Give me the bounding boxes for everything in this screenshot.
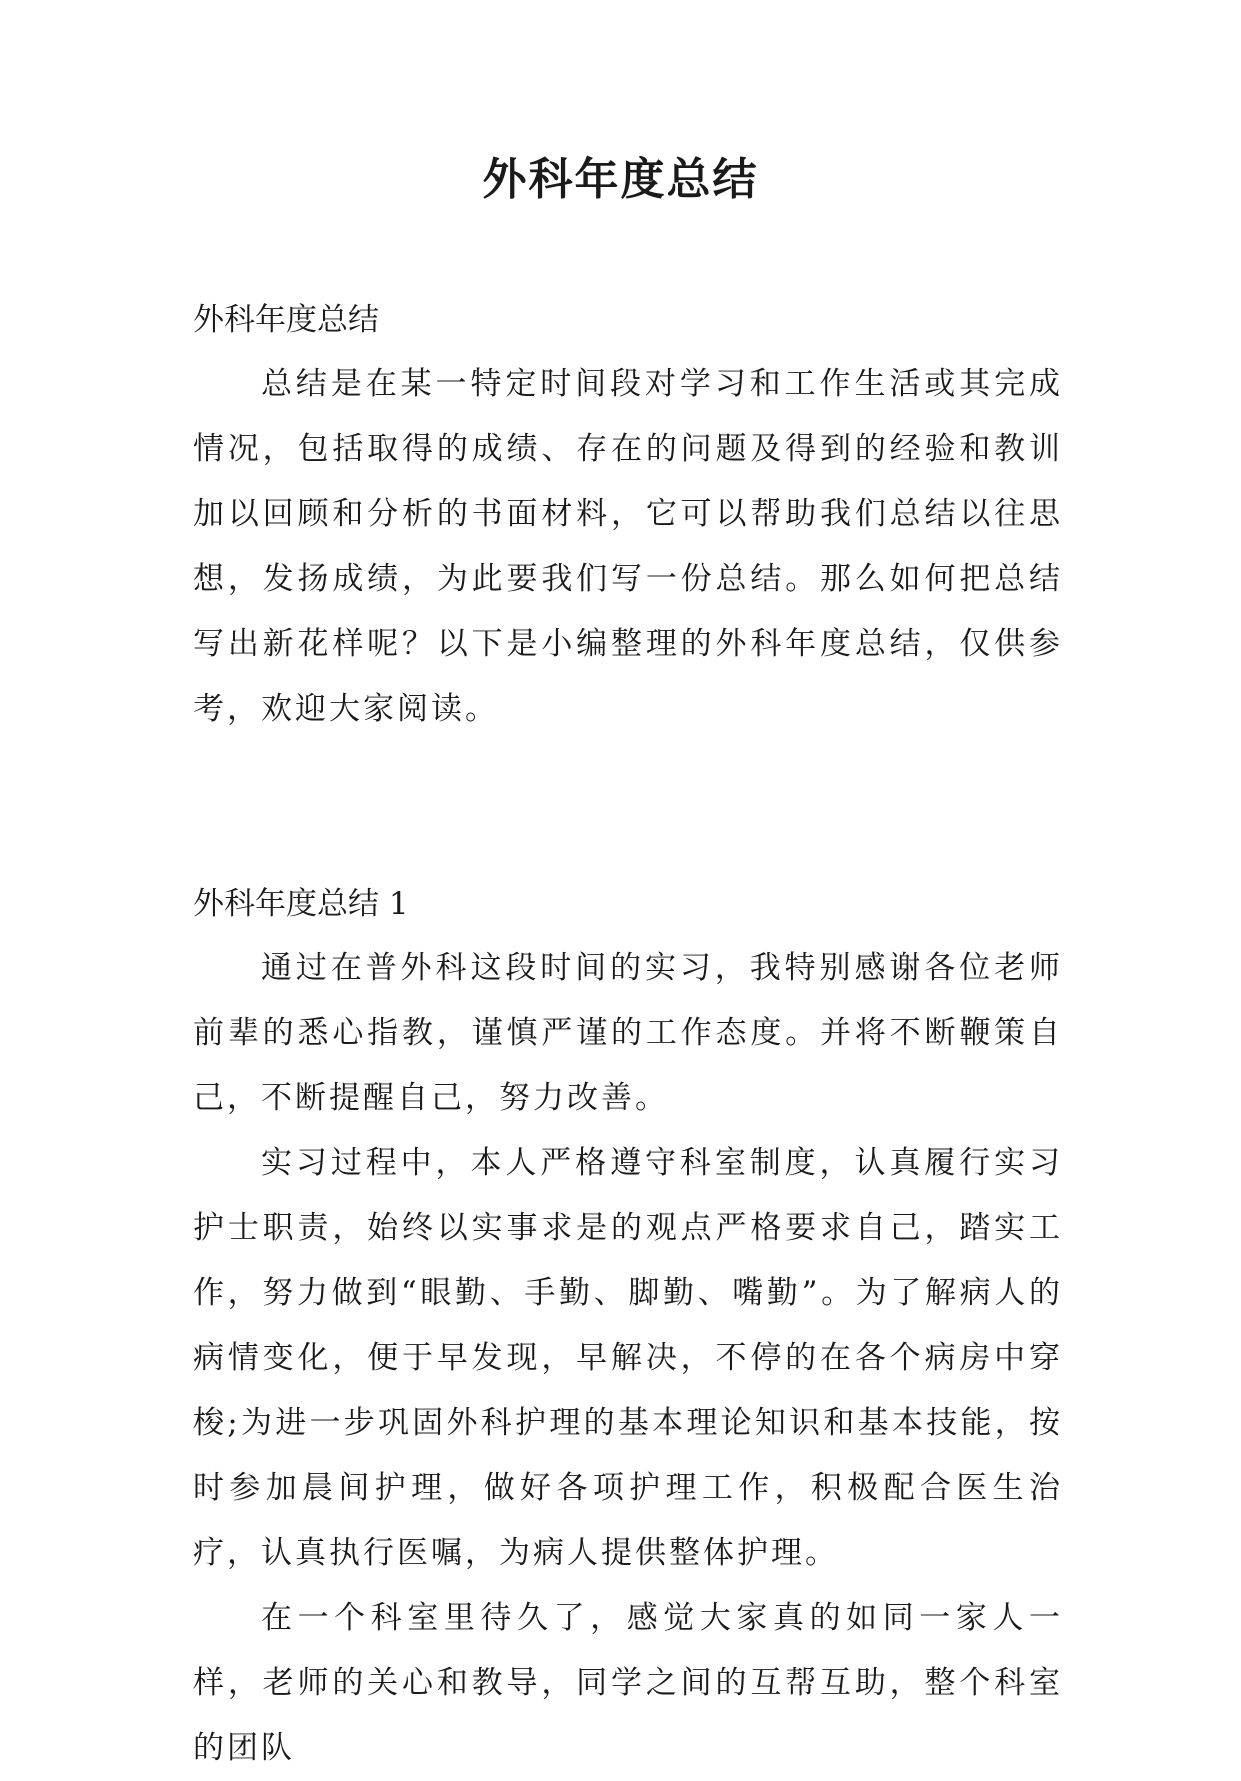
document-body [193, 288, 1063, 1781]
document-title: 外科年度总结 [482, 154, 759, 205]
section-1-paragraph-3: 在一个科室里待久了，感觉大家真的如同一家人一样，老师的关心和教导，同学之间的互帮互助，整个科室的团队 [193, 1600, 1063, 1766]
intro-paragraph: 总结是在某一特定时间段对学习和工作生活或其完成情况，包括取得的成绩、存在的问题及得到的经验和教训加以回顾和分析的书面材料，它可以帮助我们总结以往思想，发扬成绩，为此要我们写一份总结。那么如何把总结写出新花样呢？以下是小编整理的外科年度总结，仅供参考，欢迎大家阅读。 [193, 366, 1063, 727]
section-1-paragraph-2: 实习过程中，本人严格遵守科室制度，认真履行实习护士职责，始终以实事求是的观点严格要求自己，踏实工作，努力做到“眼勤、手勤、脚勤、嘴勤”。为了解病人的病情变化，便于早发现，早解决，不停的在各个病房中穿梭;为进一步巩固外科护理的基本理论知识和基本技能，按时参加晨间护理，做好各项护理工作，积极配合医生治疗，认真执行医嘱，为病人提供整体护理。 [193, 1145, 1063, 1571]
section-1-paragraph-1: 通过在普外科这段时间的实习，我特别感谢各位老师前辈的悉心指教，谨慎严谨的工作态度。并将不断鞭策自己，不断提醒自己，努力改善。 [193, 950, 1063, 1116]
section-spacer [193, 742, 1063, 872]
section-1-heading: 外科年度总结 1 [193, 886, 409, 922]
intro-heading: 外科年度总结 [193, 302, 379, 338]
